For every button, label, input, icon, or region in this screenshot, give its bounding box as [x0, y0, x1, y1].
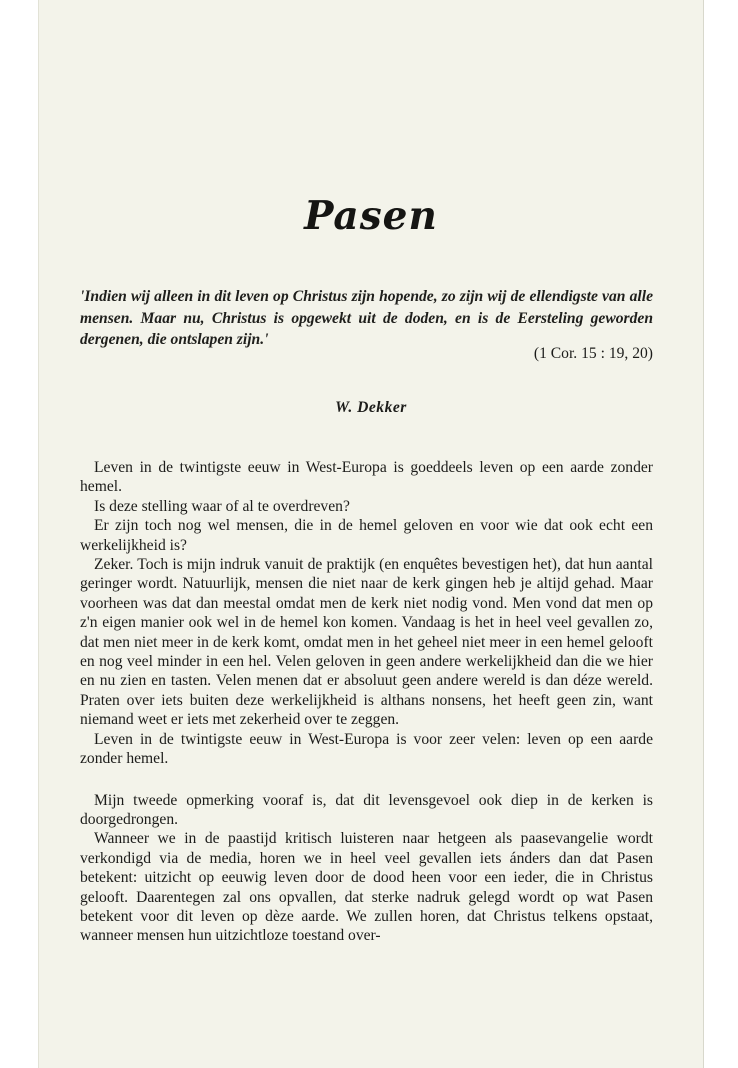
- paragraph: Mijn tweede opmerking vooraf is, dat dit levensgevoel ook diep in de kerken is doorgedrongen.: [80, 791, 653, 828]
- epigraph-quote: 'Indien wij alleen in dit leven op Christus zijn hopende, zo zijn wij de ellendigste van alle mensen. Maar nu, Christus is opgewekt uit de doden, en is de Eersteling geworden dergenen, die ontslapen zijn.': [80, 288, 653, 348]
- article-title: Pasen: [304, 193, 438, 239]
- article-body: [80, 458, 653, 946]
- paragraph: Leven in de twintigste eeuw in West-Europa is voor zeer velen: leven op een aarde zonder hemel.: [80, 730, 653, 768]
- paragraph: Zeker. Toch is mijn indruk vanuit de praktijk (en enquêtes bevestigen het), dat hun aantal geringer wordt. Natuurlijk, mensen die niet naar de kerk gingen heb je altijd gehad. Maar voorheen was dat dan meestal omdat men de kerk niet nodig vond. Men vond dat men op z'n eigen manier ook wel in de hemel kon komen. Vandaag is het in heel veel gevallen zo, dat men niet meer in de kerk komt, omdat men in het geheel niet meer in een hemel gelooft en nog veel minder in een hel. Velen geloven in geen andere werkelijkheid dan die we hier en nu zien en tasten. Velen menen dat er absoluut geen andere wereld is dan déze wereld. Praten over iets buiten deze werkelijkheid is althans nonsens, het heeft geen zin, want niemand weet er iets met zekerheid over te zeggen.: [80, 556, 653, 729]
- paragraph: Is deze stelling waar of al te overdreven?: [94, 497, 350, 515]
- paragraph: Er zijn toch nog wel mensen, die in de hemel geloven en voor wie dat ook echt een werkelijkheid is?: [80, 517, 653, 554]
- section-break: [80, 769, 653, 791]
- epigraph-reference: (1 Cor. 15 : 19, 20): [533, 345, 653, 362]
- document-page: [38, 0, 704, 1068]
- author-name: W. Dekker: [335, 399, 407, 416]
- paragraph: Leven in de twintigste eeuw in West-Europa is goeddeels leven op een aarde zonder hemel.: [80, 459, 653, 496]
- paragraph: Wanneer we in de paastijd kritisch luisteren naar hetgeen als paasevangelie wordt verkondigd via de media, horen we in heel veel gevallen iets ánders dan dat Pasen betekent: uitzicht op eeuwig leven door de dood heen voor een ieder, die in Christus gelooft. Daarentegen zal ons opvallen, dat sterke nadruk gelegd wordt op wat Pasen betekent voor dit leven op dèze aarde. We zullen horen, dat Christus telkens opstaat, wanneer mensen hun uitzichtloze toestand over-: [80, 830, 653, 945]
